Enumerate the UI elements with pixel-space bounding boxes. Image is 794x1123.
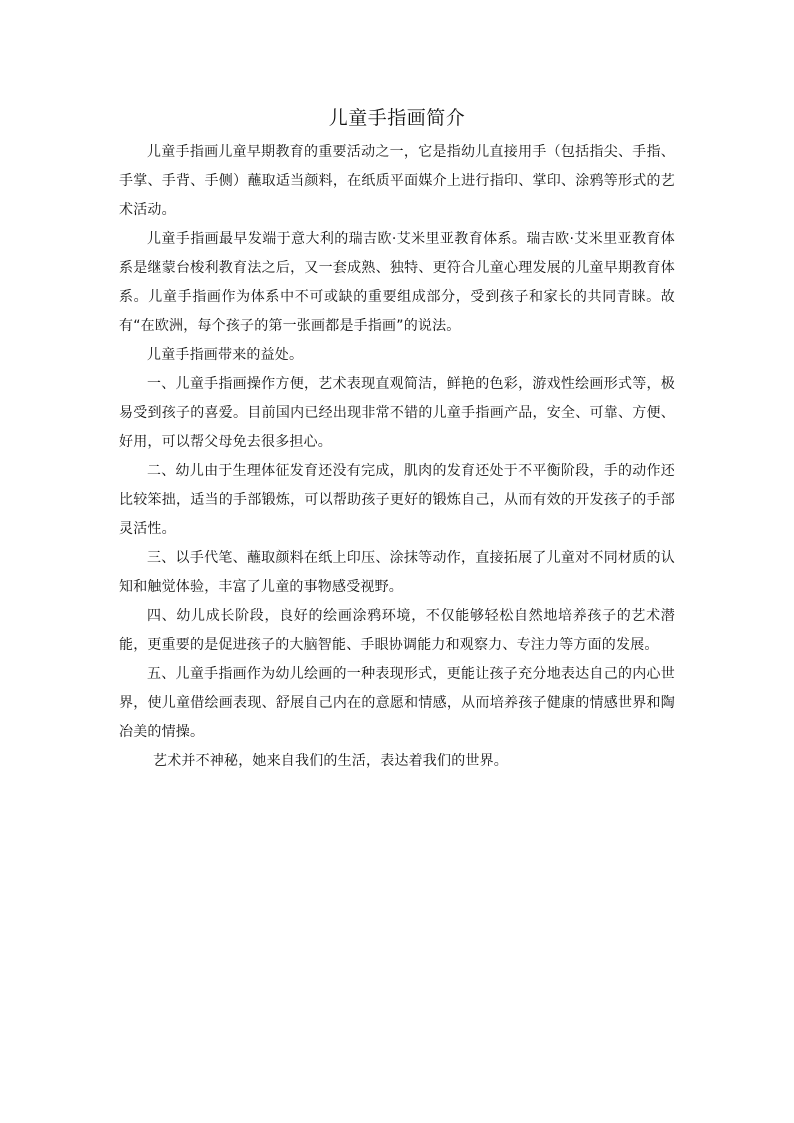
paragraph-benefit-3: 三、以手代笔、蘸取颜料在纸上印压、涂抹等动作，直接拓展了儿童对不同材质的认知和触觉体验，丰富了儿童的事物感受视野。 (119, 550, 675, 595)
paragraph-benefit-4: 四、幼儿成长阶段，良好的绘画涂鸦环境，不仅能够轻松自然地培养孩子的艺术潜能，更重要的是促进孩子的大脑智能、手眼协调能力和观察力、专注力等方面的发展。 (119, 608, 675, 653)
paragraph-closing: 艺术并不神秘，她来自我们的生活，表达着我们的世界。 (153, 753, 508, 769)
paragraph-benefit-1: 一、儿童手指画操作方便，艺术表现直观简洁，鲜艳的色彩，游戏性绘画形式等，极易受到孩子的喜爱。目前国内已经出现非常不错的儿童手指画产品，安全、可靠、方便、好用，可以帮父母免去很多担心。 (119, 376, 675, 450)
document-title: 儿童手指画简介 (328, 107, 466, 129)
paragraph-benefits-heading: 儿童手指画带来的益处。 (147, 347, 304, 363)
paragraph-intro: 儿童手指画儿童早期教育的重要活动之一，它是指幼儿直接用手（包括指尖、手指、手掌、手背、手侧）蘸取适当颜料，在纸质平面媒介上进行指印、掌印、涂鸦等形式的艺术活动。 (119, 144, 675, 218)
paragraph-benefit-2: 二、幼儿由于生理体征发育还没有完成，肌肉的发育还处于不平衡阶段，手的动作还比较笨拙，适当的手部锻炼，可以帮助孩子更好的锻炼自己，从而有效的开发孩子的手部灵活性。 (119, 463, 675, 537)
paragraph-benefit-5: 五、儿童手指画作为幼儿绘画的一种表现形式，更能让孩子充分地表达自己的内心世界，使儿童借绘画表现、舒展自己内在的意愿和情感，从而培养孩子健康的情感世界和陶冶美的情操。 (119, 666, 675, 740)
paragraph-origin: 儿童手指画最早发端于意大利的瑞吉欧·艾米里亚教育体系。瑞吉欧·艾米里亚教育体系是继蒙台梭利教育法之后，又一套成熟、独特、更符合儿童心理发展的儿童早期教育体系。儿童手指画作为体系中不可或缺的重要组成部分，受到孩子和家长的共同青睐。故有“在欧洲，每个孩子的第一张画都是手指画”的说法。 (119, 231, 675, 334)
document-body (119, 104, 675, 776)
